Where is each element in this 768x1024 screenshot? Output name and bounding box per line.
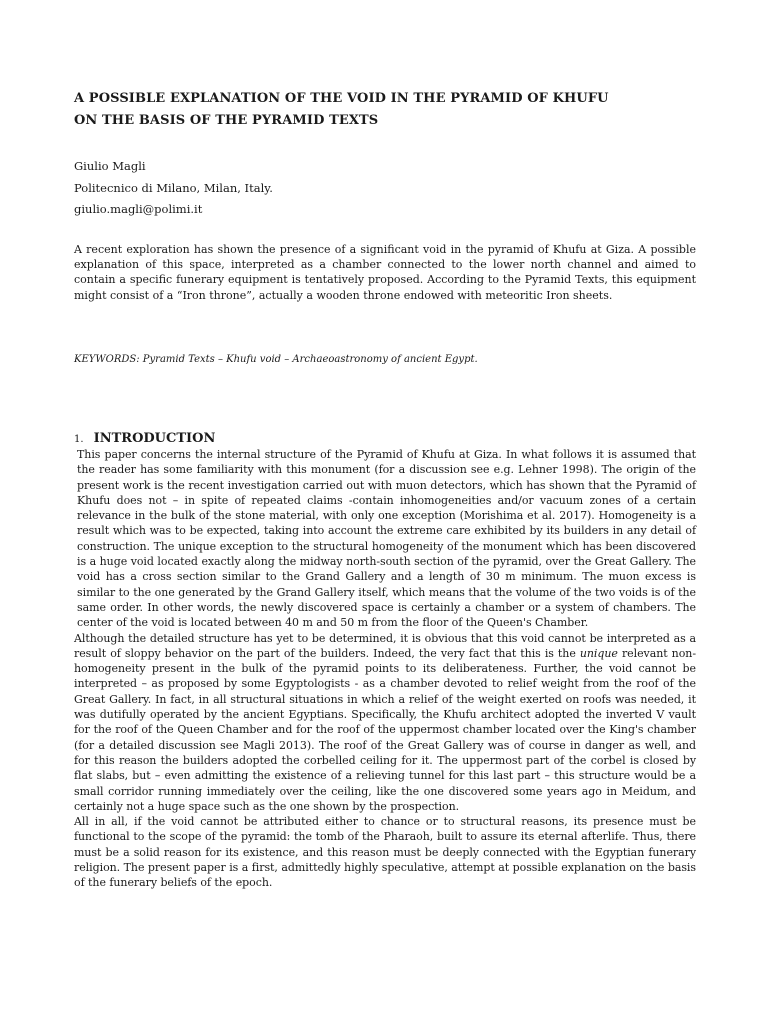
introduction-paragraph-2 xyxy=(74,631,696,815)
title-line-2: ON THE BASIS OF THE PYRAMID TEXTS xyxy=(74,113,379,128)
introduction-body xyxy=(74,447,696,891)
introduction-paragraph-3: All in all, if the void cannot be attributed either to chance or to structural reasons, its presence must be functional to the scope of the pyramid: the tomb of the Pharaoh, built to assure its eternal afterlife. Thus, there must be a solid reason for its existence, and this reason must be deeply connected with the Egyptian funerary religion. The present paper is a first, admittedly highly speculative, attempt at possible explanation on the basis of the funerary beliefs of the epoch. xyxy=(74,815,696,890)
section-heading-introduction xyxy=(74,427,215,446)
abstract: A recent exploration has shown the presence of a significant void in the pyramid of Khufu at Giza. A possible explanation of this space, interpreted as a chamber connected to the lower north channel and aimed to contain a specific funerary equipment is tentatively proposed. According to the Pyramid Texts, this equipment might consist of a “Iron throne”, actually a wooden throne endowed with meteoritic Iron sheets. xyxy=(74,243,696,302)
title-line-1: A POSSIBLE EXPLANATION OF THE VOID IN THE PYRAMID OF KHUFU xyxy=(74,91,609,106)
paper-title xyxy=(74,88,714,132)
author-affiliation: Politecnico di Milano, Milan, Italy. xyxy=(74,180,273,195)
author-block xyxy=(74,156,273,221)
keywords: KEYWORDS: Pyramid Texts – Khufu void – Archaeoastronomy of ancient Egypt. xyxy=(74,354,478,365)
author-email: giulio.magli@polimi.it xyxy=(74,202,203,216)
paragraph-2-text-b: relevant non-homogeneity present in the bulk of the pyramid points to its deliberateness. Further, the void cannot be interpreted – as proposed by some Egyptologists - as a chamber devoted to relief weight from the roof of the Great Gallery. In fact, in all structural situations in which a relief of the weight exerted on roofs was needed, it was dutifully operated by the ancient Egyptians. Specifically, the Khufu architect adopted the inverted V vault for the roof of the Queen Chamber and for the roof of the uppermost chamber located over the King's chamber (for a detailed discussion see Magli 2013). The roof of the Great Gallery was of course in danger as well, and for this reason the builders adopted the corbelled ceiling for it. The uppermost part of the corbel is closed by flat slabs, but – even admitting the existence of a relieving tunnel for this last part – this structure would be a small corridor running immediately over the ceiling, like the one discovered some years ago in Meidum, and certainly not a huge space such as the one shown by the prospection. xyxy=(74,646,696,813)
section-number: 1. xyxy=(74,434,84,445)
paragraph-2-emphasis: unique xyxy=(579,646,618,660)
section-title: INTRODUCTION xyxy=(93,431,216,446)
introduction-paragraph-1: This paper concerns the internal structure of the Pyramid of Khufu at Giza. In what follows it is assumed that the reader has some familiarity with this monument (for a discussion see e.g. Lehner 1998). The origin of the present work is the recent investigation carried out with muon detectors, which has shown that the Pyramid of Khufu does not – in spite of repeated claims -contain inhomogeneities and/or vacuum zones of a certain relevance in the bulk of the stone material, with only one exception (Morishima et al. 2017). Homogeneity is a result which was to be expected, taking into account the extreme care exhibited by its builders in any detail of construction. The unique exception to the structural homogeneity of the monument which has been discovered is a huge void located exactly along the midway north-south section of the pyramid, over the Great Gallery. The void has a cross section similar to the Grand Gallery and a length of 30 m minimum. The muon excess is similar to the one generated by the Grand Gallery itself, which means that the volume of the two voids is of the same order. In other words, the newly discovered space is certainly a chamber or a system of chambers. The center of the void is located between 40 m and 50 m from the floor of the Queen's Chamber. xyxy=(77,448,696,630)
paragraph-2-text-a: Although the detailed structure has yet to be determined, it is obvious that this void cannot be interpreted as a result of sloppy behavior on the part of the builders. Indeed, the very fact that this is the xyxy=(74,631,696,660)
author-name: Giulio Magli xyxy=(74,159,146,173)
